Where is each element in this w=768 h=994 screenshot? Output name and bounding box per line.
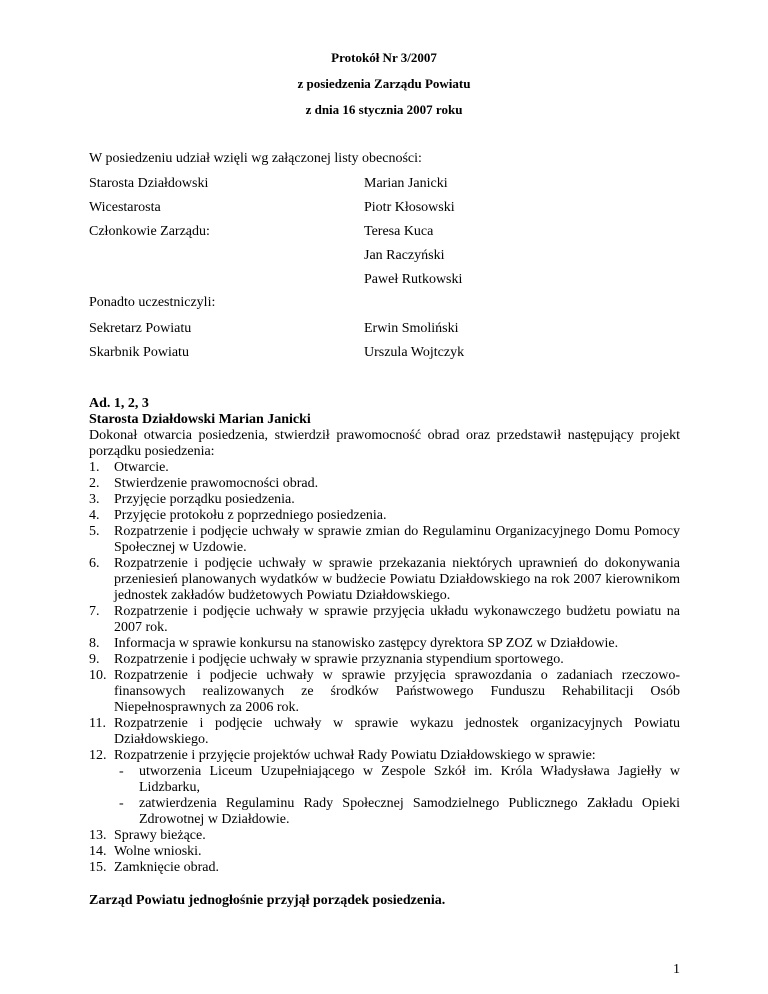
agenda-number: 10. (89, 668, 107, 683)
agenda-item (89, 844, 680, 860)
agenda-number: 5. (89, 524, 100, 539)
agenda-number: 2. (89, 476, 100, 491)
agenda-number: 4. (89, 508, 100, 523)
agenda-text: Rozpatrzenie i podjecie uchwały w sprawie przyjęcia sprawozdania o zadaniach rzeczowo-finansowych realizowanych ze środków Państwowego Funduszu Rehabilitacji Osób Niepełnosprawnych za 2006 rok. (114, 668, 680, 715)
agenda-item (89, 860, 680, 876)
attendance-row (89, 224, 689, 242)
agenda-item (89, 492, 680, 508)
agenda-text: Przyjęcie porządku posiedzenia. (114, 492, 295, 507)
attendee-role: Członkowie Zarządu: (89, 224, 210, 239)
agenda-item (89, 652, 680, 668)
agenda-item (89, 716, 680, 748)
attendee-name: Erwin Smoliński (364, 321, 459, 336)
agenda-subitem (114, 764, 680, 796)
attendee-role: Skarbnik Powiatu (89, 345, 189, 360)
agenda-text: Wolne wnioski. (114, 844, 202, 859)
agenda-number: 3. (89, 492, 100, 507)
agenda-text: Sprawy bieżące. (114, 828, 206, 843)
agenda-item (89, 604, 680, 636)
section-intro: Dokonał otwarcia posiedzenia, stwierdził prawomocność obrad oraz przedstawił następujący projekt porządku posiedzenia: (89, 428, 680, 459)
agenda-item (89, 508, 680, 524)
agenda-text: Rozpatrzenie i przyjęcie projektów uchwał Rady Powiatu Działdowskiego w sprawie: (114, 748, 596, 763)
agenda-number: 8. (89, 636, 100, 651)
agenda-text: Rozpatrzenie i podjęcie uchwały w sprawie przyjęcia układu wykonawczego budżetu powiatu na 2007 rok. (114, 604, 680, 635)
attendee-name: Jan Raczyński (364, 248, 445, 263)
protocol-subtitle: z posiedzenia Zarządu Powiatu (297, 76, 471, 91)
dash-marker: - (119, 796, 124, 811)
also-present-label: Ponadto uczestniczyli: (89, 295, 216, 310)
subitem-text: zatwierdzenia Regulaminu Rady Społecznej Samodzielnego Publicznego Zakładu Opieki Zdrowotnej w Działdowie. (139, 796, 680, 827)
agenda-text: Rozpatrzenie i podjęcie uchwały w sprawie wykazu jednostek organizacyjnych Powiatu Działdowskiego. (114, 716, 680, 747)
agenda-text: Rozpatrzenie i podjęcie uchwały w sprawie przyznania stypendium sportowego. (114, 652, 564, 667)
section-heading: Ad. 1, 2, 3 (89, 396, 149, 411)
subitem-text: utworzenia Liceum Uzupełniającego w Zespole Szkół im. Króla Władysława Jagiełły w Lidzbarku, (139, 764, 680, 795)
agenda-item (89, 636, 680, 652)
agenda-number: 7. (89, 604, 100, 619)
attendee-name: Urszula Wojtczyk (364, 345, 465, 360)
attendee-name: Paweł Rutkowski (364, 272, 463, 287)
agenda-text: Stwierdzenie prawomocności obrad. (114, 476, 319, 491)
agenda-number: 9. (89, 652, 100, 667)
agenda-number: 12. (89, 748, 107, 763)
attendance-row (89, 200, 689, 218)
agenda-text: Rozpatrzenie i podjęcie uchwały w sprawie przekazania niektórych uprawnień do dokonywania przeniesień planowanych wydatków w budżecie Powiatu Działdowskiego na rok 2007 kierownikom jednostek zakładów budżetowych Powiatu Działdowskiego. (114, 556, 680, 603)
also-present-row (89, 345, 689, 363)
agenda-number: 14. (89, 844, 107, 859)
agenda-item (89, 460, 680, 476)
attendance-row (89, 176, 689, 194)
attendee-name: Teresa Kuca (364, 224, 434, 239)
attendance-intro: W posiedzeniu udział wzięli wg załączonej listy obecności: (89, 151, 422, 166)
conclusion: Zarząd Powiatu jednogłośnie przyjął porządek posiedzenia. (89, 893, 446, 908)
agenda-subitem (114, 796, 680, 828)
attendee-role: Starosta Działdowski (89, 176, 209, 191)
agenda-text: Rozpatrzenie i podjęcie uchwały w sprawie zmian do Regulaminu Organizacyjnego Domu Pomocy Społecznej w Uzdowie. (114, 524, 680, 555)
agenda-sublist (114, 764, 680, 828)
attendee-role: Wicestarosta (89, 200, 161, 215)
page-number: 1 (673, 962, 680, 977)
also-present-row (89, 321, 689, 339)
dash-marker: - (119, 764, 124, 779)
agenda-number: 13. (89, 828, 107, 843)
agenda-number: 6. (89, 556, 100, 571)
agenda-item (89, 748, 680, 828)
agenda-item (89, 668, 680, 716)
protocol-title: Protokół Nr 3/2007 (331, 50, 437, 65)
section-body (89, 396, 680, 909)
agenda-item (89, 556, 680, 604)
agenda-number: 11. (89, 716, 106, 731)
agenda-item (89, 828, 680, 844)
agenda-text: Przyjęcie protokołu z poprzedniego posiedzenia. (114, 508, 387, 523)
protocol-date: z dnia 16 stycznia 2007 roku (305, 102, 463, 117)
agenda-item (89, 524, 680, 556)
attendee-name: Marian Janicki (364, 176, 448, 191)
attendee-role: Sekretarz Powiatu (89, 321, 192, 336)
speaker-name: Starosta Działdowski Marian Janicki (89, 412, 311, 427)
agenda-text: Otwarcie. (114, 460, 169, 475)
agenda-item (89, 476, 680, 492)
agenda-number: 1. (89, 460, 100, 475)
agenda-text: Informacja w sprawie konkursu na stanowisko zastępcy dyrektora SP ZOZ w Działdowie. (114, 636, 619, 651)
attendance-row (89, 272, 689, 290)
attendance-row (89, 248, 689, 266)
agenda-list (89, 460, 680, 876)
attendee-name: Piotr Kłosowski (364, 200, 455, 215)
agenda-number: 15. (89, 860, 107, 875)
agenda-text: Zamknięcie obrad. (114, 860, 219, 875)
